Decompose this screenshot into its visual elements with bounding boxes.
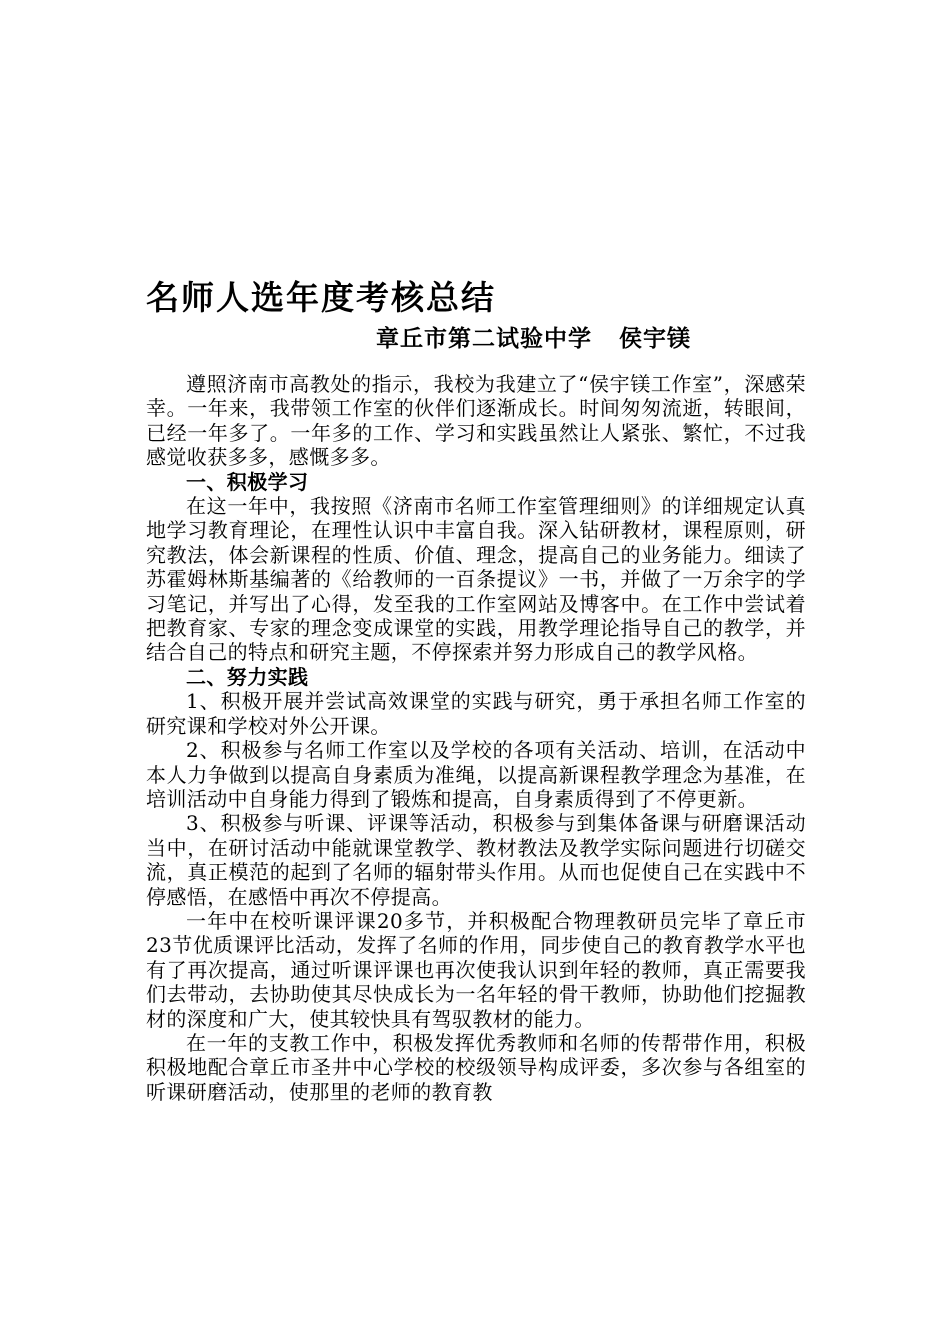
support-teaching-paragraph: 在一年的支教工作中，积极发挥优秀教师和名师的传帮带作用，积极积极地配合章丘市圣井中心学校的校级领导构成评委，多次参与各组室的听课研磨活动，使那里的老师的教育教	[146, 1030, 806, 1104]
intro-paragraph: 遵照济南市高教处的指示，我校为我建立了“侯宇镁工作室”，深感荣幸。一年来，我带领工作室的伙伴们逐渐成长。时间匆匆流逝，转眼间，已经一年多了。一年多的工作、学习和实践虽然让人紧张、繁忙，不过我感觉收获多多，感慨多多。	[146, 372, 806, 470]
document-title: 名师人选年度考核总结	[146, 278, 496, 317]
practice-item-2: 2、积极参与名师工作室以及学校的各项有关活动、培训，在活动中本人力争做到以提高自身素质为准绳，以提高新课程教学理念为基准，在培训活动中自身能力得到了锻炼和提高，自身素质得到了不停更新。	[146, 738, 806, 811]
practice-item-3: 3、积极参与听课、评课等活动，积极参与到集体备课与研磨课活动当中，在研讨活动中能就课堂教学、教材教法及教学实际问题进行切磋交流，真正模范的起到了名师的辐射带头作用。从而也促使自己在实践中不停感悟，在感悟中再次不停提高。	[146, 811, 806, 909]
practice-item-1: 1、积极开展并尝试高效课堂的实践与研究，勇于承担名师工作室的研究课和学校对外公开课。	[146, 689, 806, 738]
section-heading-study: 一、积极学习	[186, 469, 309, 494]
study-paragraph: 在这一年中，我按照《济南市名师工作室管理细则》的详细规定认真地学习教育理论，在理性认识中丰富自我。深入钻研教材，课程原则，研究教法，体会新课程的性质、价值、理念，提高自己的业务能力。细读了苏霍姆林斯基编著的《给教师的一百条提议》一书，并做了一万余字的学习笔记，并写出了心得，发至我的工作室网站及博客中。在工作中尝试着把教育家、专家的理念变成课堂的实践，用教学理论指导自己的教学，并结合自己的特点和研究主题，不停探索并努力形成自己的教学风格。	[146, 494, 806, 665]
lesson-review-paragraph: 一年中在校听课评课20多节，并积极配合物理教研员完毕了章丘市23节优质课评比活动，发挥了名师的作用，同步使自己的教育教学水平也有了再次提高，通过听课评课也再次使我认识到年轻的教师，真正需要我们去带动，去协助使其尽快成长为一名年轻的骨干教师，协助他们挖掘教材的深度和广大，使其较快具有驾驭教材的能力。	[146, 908, 806, 1031]
section-heading-practice: 二、努力实践	[186, 664, 309, 689]
document-body	[146, 372, 806, 1104]
author-line: 章丘市第二试验中学 侯宇镁	[376, 326, 692, 352]
